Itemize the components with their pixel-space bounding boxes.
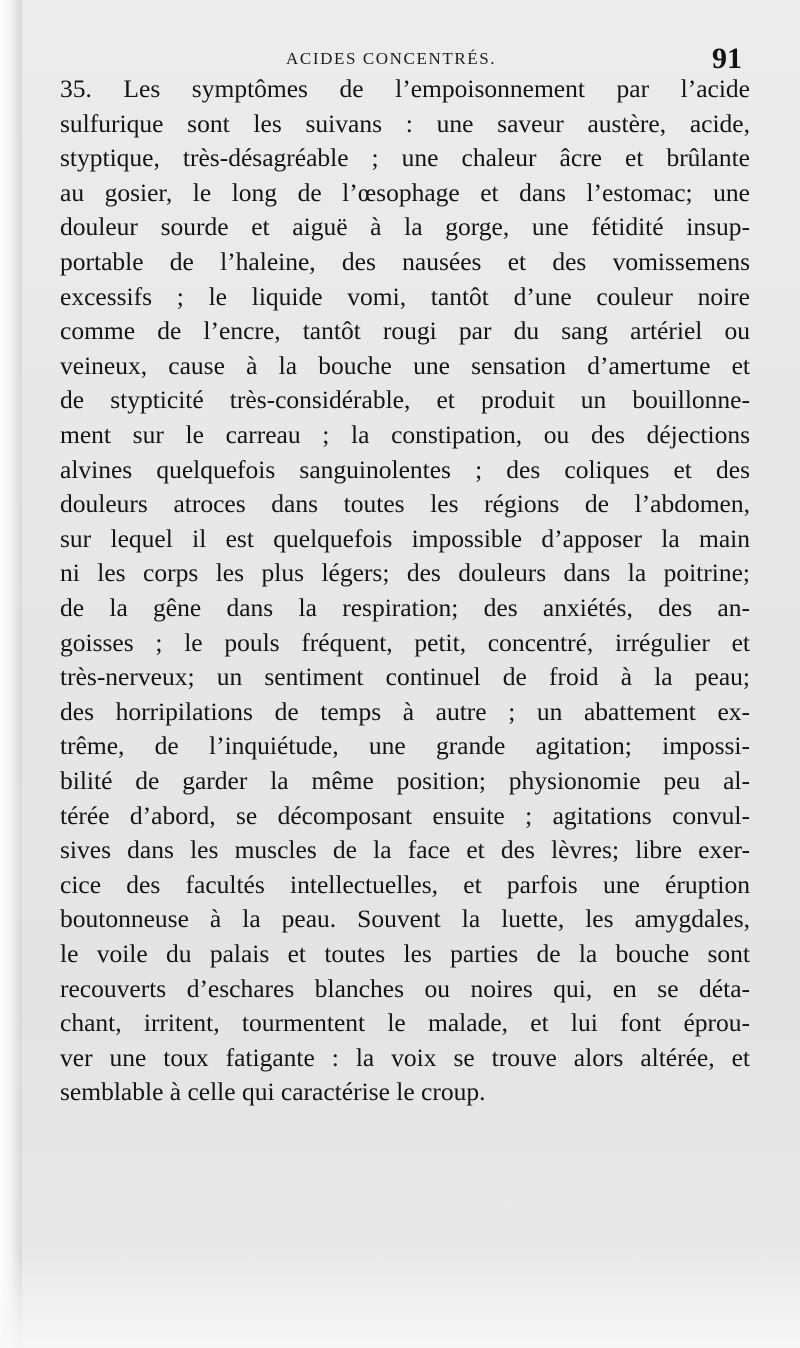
text-line: goisses ; le pouls fréquent, petit, concentré, irrégulier et [60,627,750,657]
running-title: ACIDES CONCENTRÉS. [286,49,497,68]
text-line: ment sur le carreau ; la constipation, ou des déjections [60,420,750,449]
text-line: portable de l’haleine, des nausées et des vomissemens [60,247,750,276]
text-line: alvines quelquefois sanguinolentes ; des coliques et des [60,454,750,484]
text-line-last: semblable à celle qui caractérise le croup. [60,1077,486,1107]
page-number: 91 [712,42,742,75]
text-line: bilité de garder la même position; physionomie peu al- [60,766,750,795]
text-line: 35. Les symptômes de l’empoisonnement par l’acide [60,74,750,103]
text-line: comme de l’encre, tantôt rougi par du sang artériel ou [60,316,750,346]
text-line: ver une toux fatigante : la voix se trouve alors altérée, et [60,1042,750,1072]
text-line: ni les corps les plus légers; des douleurs dans la poitrine; [60,558,750,588]
text-line: sives dans les muscles de la face et des lèvres; libre exer- [60,835,750,865]
text-line: douleur sourde et aiguë à la gorge, une fétidité insup- [60,212,750,242]
text-line: styptique, très-désagréable ; une chaleur âcre et brûlante [60,143,750,173]
page-bottom-margin [0,1250,800,1348]
text-line: cice des facultés intellectuelles, et parfois une éruption [60,869,750,899]
text-line: sulfurique sont les suivans : une saveur austère, acide, [60,108,750,138]
text-line: térée d’abord, se décomposant ensuite ; agitations convul- [60,800,750,830]
text-line: sur lequel il est quelquefois impossible d’apposer la main [60,523,750,553]
text-line: le voile du palais et toutes les parties de la bouche sont [60,939,750,968]
text-line: au gosier, le long de l’œsophage et dans l’estomac; une [60,177,750,207]
text-line: très-nerveux; un sentiment continuel de froid à la peau; [60,662,750,692]
text-line: de la gêne dans la respiration; des anxiétés, des an- [60,593,750,622]
text-line: veineux, cause à la bouche une sensation d’amertume et [60,350,750,380]
text-line: chant, irritent, tourmentent le malade, et lui font éprou- [60,1008,750,1038]
text-line: boutonneuse à la peau. Souvent la luette, les amygdales, [60,904,750,934]
text-line: douleurs atroces dans toutes les régions de l’abdomen, [60,489,750,519]
text-line: recouverts d’eschares blanches ou noires qui, en se déta- [60,973,750,1003]
text-line: des horripilations de temps à autre ; un abattement ex- [60,696,750,726]
text-line: de stypticité très-considérable, et produit un bouillonne- [60,385,750,415]
text-line: trême, de l’inquiétude, une grande agitation; impossi- [60,731,750,761]
text-line: excessifs ; le liquide vomi, tantôt d’une couleur noire [60,281,750,311]
